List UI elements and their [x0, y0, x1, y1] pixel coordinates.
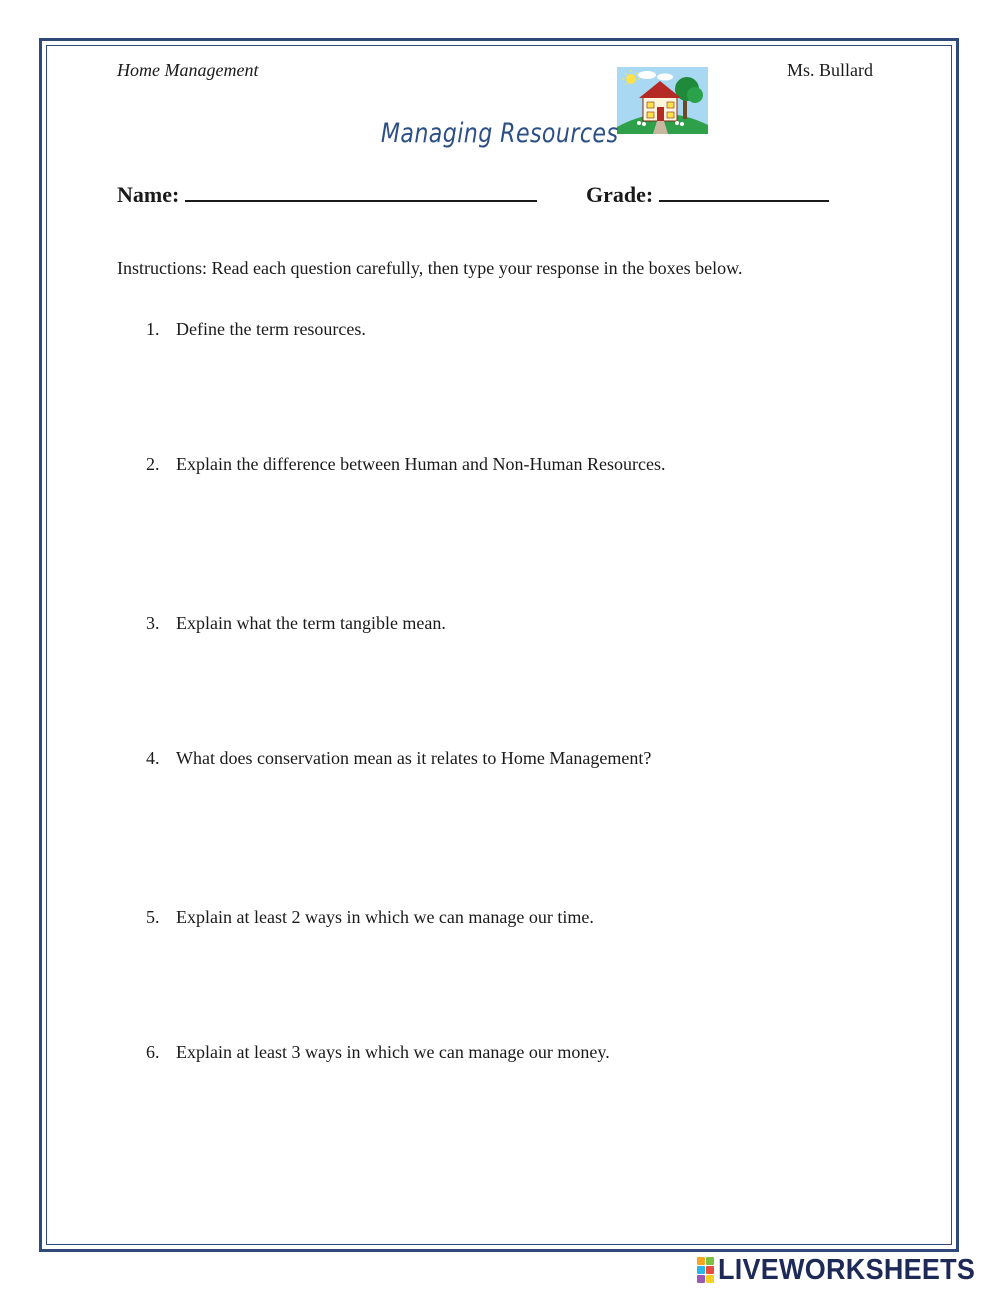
question-number: 6.: [146, 1042, 160, 1062]
question-text: Explain at least 3 ways in which we can manage our money.: [176, 1042, 610, 1062]
course-name: Home Management: [117, 60, 259, 80]
question-text: What does conservation mean as it relates to Home Management?: [176, 748, 652, 768]
question-6: [146, 1042, 610, 1063]
instructions: Instructions: Read each question carefully, then type your response in the boxes below.: [117, 258, 743, 278]
question-text: Define the term resources.: [176, 319, 366, 339]
grade-label: Grade:: [586, 182, 654, 207]
logo-text: LIVEWORKSHEETS: [718, 1253, 976, 1286]
worksheet-title: Managing Resources: [380, 118, 619, 149]
question-5: [146, 907, 594, 928]
question-3: [146, 613, 446, 634]
question-1: [146, 319, 366, 340]
question-number: 5.: [146, 907, 160, 927]
page-border: [39, 38, 959, 1252]
question-text: Explain the difference between Human and Non-Human Resources.: [176, 454, 666, 474]
question-number: 4.: [146, 748, 160, 768]
question-number: 2.: [146, 454, 160, 474]
liveworksheets-logo: [697, 1253, 995, 1286]
question-number: 3.: [146, 613, 160, 633]
question-text: Explain at least 2 ways in which we can manage our time.: [176, 907, 594, 927]
name-field: [117, 180, 537, 208]
name-label: Name:: [117, 182, 180, 207]
question-text: Explain what the term tangible mean.: [176, 613, 446, 633]
question-number: 1.: [146, 319, 160, 339]
name-blank[interactable]: [185, 180, 537, 202]
teacher-name: Ms. Bullard: [787, 60, 874, 80]
question-2: [146, 454, 666, 475]
logo-blocks-icon: [697, 1257, 714, 1283]
grade-blank[interactable]: [659, 180, 829, 202]
grade-field: [586, 180, 829, 208]
page-border-inner: [46, 45, 952, 1245]
question-4: [146, 748, 651, 769]
